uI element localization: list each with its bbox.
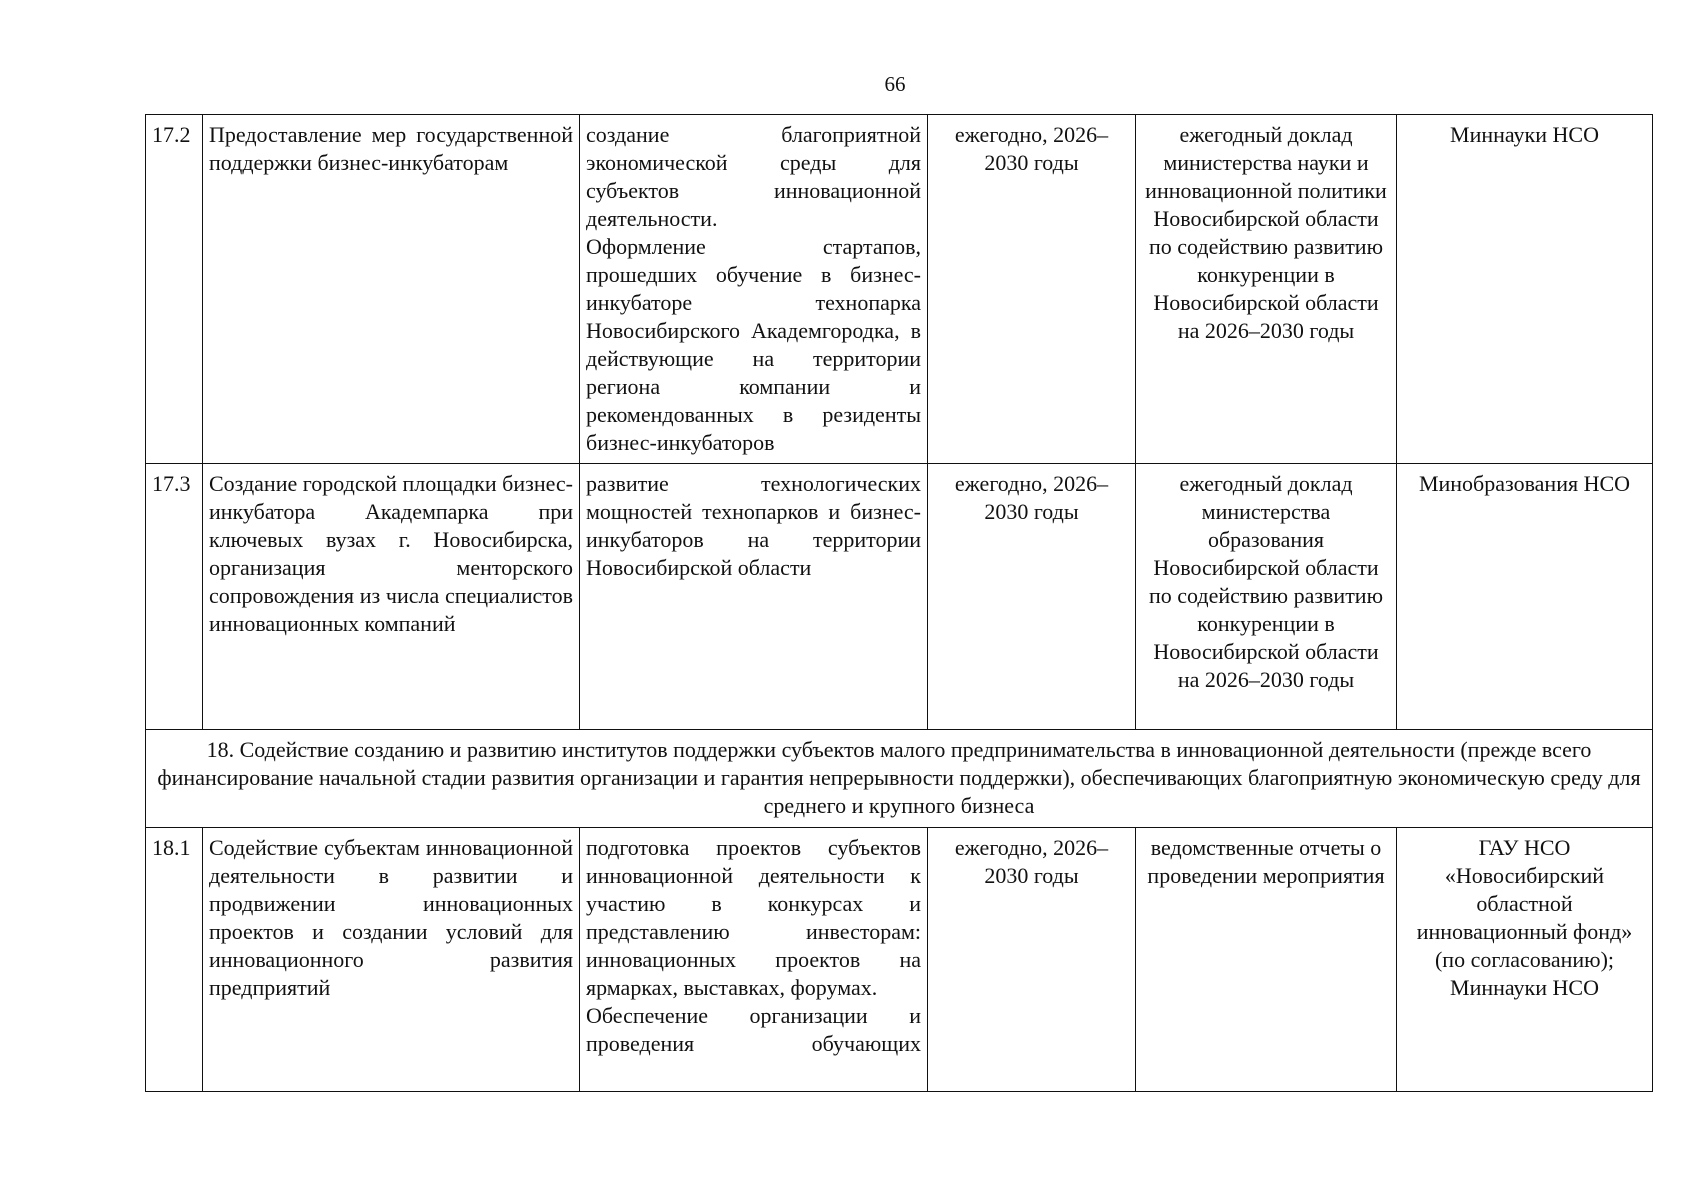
deadline-cell: ежегодно, 2026–2030 годы [928,464,1136,730]
row-number: 17.3 [146,464,203,730]
section-heading: 18. Содействие созданию и развитию институтов поддержки субъектов малого предпринимательства в инновационной деятельности (прежде всего финансирование начальной стадии развития организации и гарантия непрерывности поддержки), обеспечивающих благоприятную экономическую среду для среднего и крупного бизнеса [146,730,1653,828]
result-paragraph: Обеспечение организации и проведения обучающих [586,1003,921,1056]
row-number: 17.2 [146,115,203,464]
measures-table [145,114,1653,1092]
activity-cell: Предоставление мер государственной поддержки бизнес-инкубаторам [203,115,580,464]
result-cell [580,464,928,730]
result-cell [580,115,928,464]
document-cell: ежегодный доклад министерства образования Новосибирской области по содействию развитию конкуренции в Новосибирской области на 2026–2030 годы [1136,464,1397,730]
table-row [146,115,1653,464]
activity-cell: Создание городской площадки бизнес-инкубатора Академпарка при ключевых вузах г. Новосибирска, организация менторского сопровождения из числа специалистов инновационных компаний [203,464,580,730]
result-paragraph: подготовка проектов субъектов инновационной деятельности к участию в конкурсах и представлению инвесторам: инновационных проектов на ярмарках, выставках, форумах. [586,835,921,1000]
row-number: 18.1 [146,828,203,1092]
section-heading-row [146,730,1653,828]
result-cell [580,828,928,1092]
page-number: 66 [884,72,906,96]
table-row [146,464,1653,730]
deadline-cell: ежегодно, 2026–2030 годы [928,115,1136,464]
responsible-cell: Минобразования НСО [1397,464,1653,730]
result-paragraph: Оформление стартапов, прошедших обучение в бизнес-инкубаторе технопарка Новосибирского Академгородка, в действующие на территории региона компании и рекомендованных в резиденты бизнес-инкубаторов [586,234,921,455]
activity-cell: Содействие субъектам инновационной деятельности в развитии и продвижении инновационных проектов и создании условий для инновационного развития предприятий [203,828,580,1092]
deadline-cell: ежегодно, 2026–2030 годы [928,828,1136,1092]
result-paragraph: развитие технологических мощностей технопарков и бизнес- инкубаторов на территории Новосибирской области [586,471,921,580]
document-cell: ведомственные отчеты о проведении мероприятия [1136,828,1397,1092]
responsible-cell: Миннауки НСО [1397,115,1653,464]
result-paragraph: создание благоприятной экономической среды для субъектов инновационной деятельности. [586,122,921,231]
table-row [146,828,1653,1092]
responsible-cell: ГАУ НСО «Новосибирский областной инновационный фонд» (по согласованию); Миннауки НСО [1397,828,1653,1092]
document-cell: ежегодный доклад министерства науки и инновационной политики Новосибирской области по содействию развитию конкуренции в Новосибирской области на 2026–2030 годы [1136,115,1397,464]
